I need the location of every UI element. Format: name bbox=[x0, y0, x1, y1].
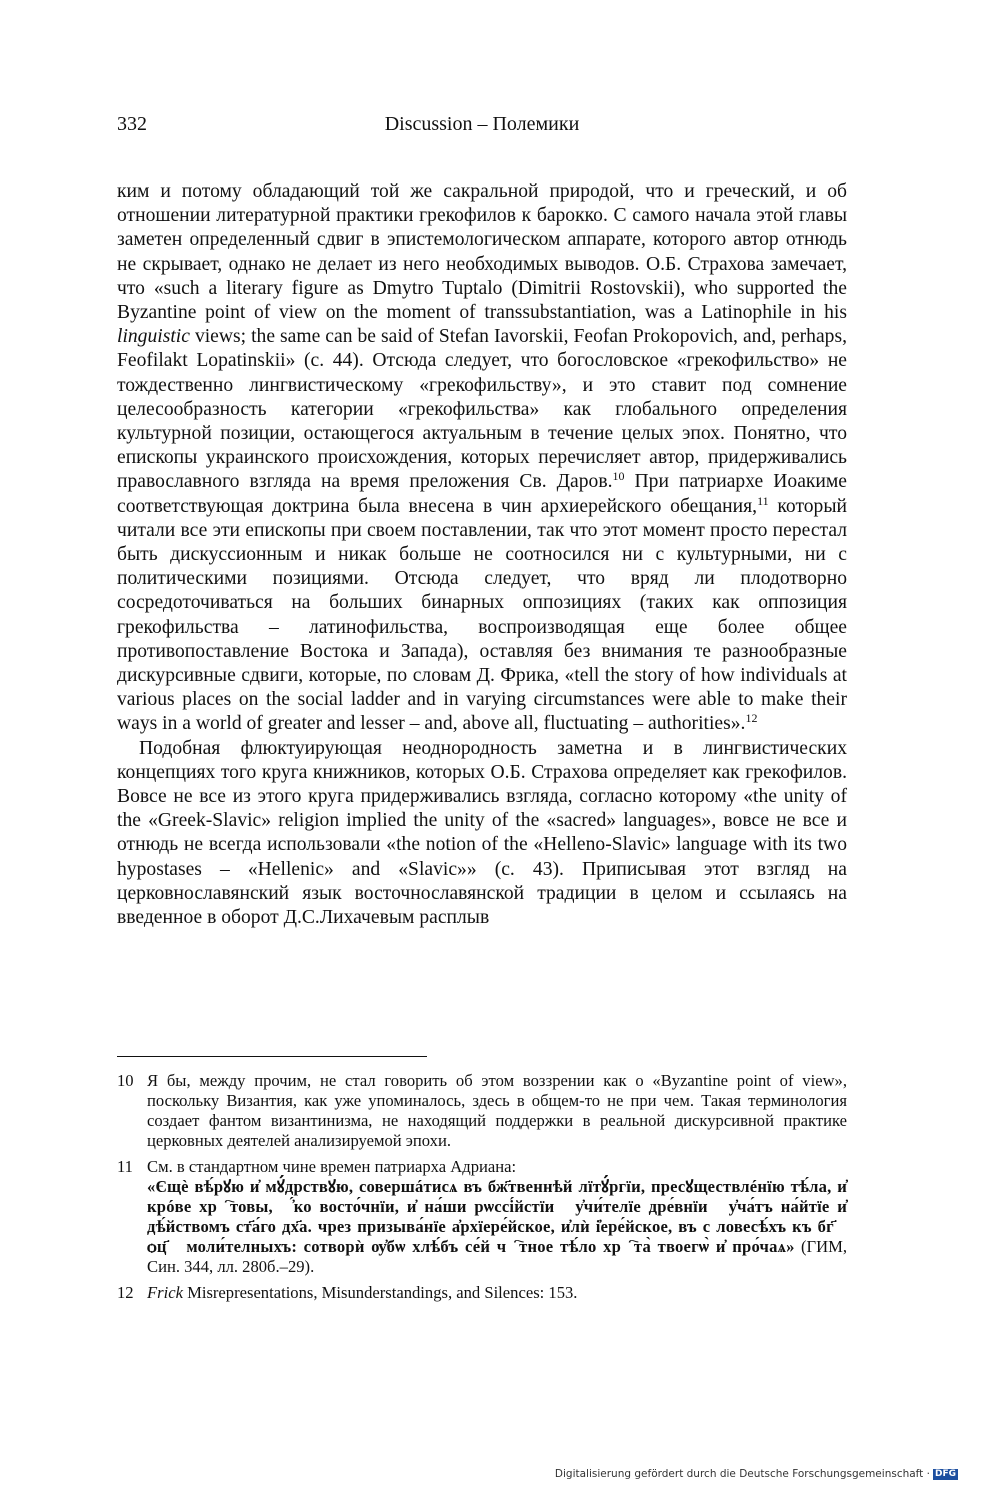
footnote-number: 12 bbox=[117, 1283, 134, 1302]
digitization-notice bbox=[555, 1468, 958, 1480]
footnote-ref-10[interactable]: 10 bbox=[612, 469, 625, 484]
footnotes bbox=[117, 1071, 847, 1309]
footnote-divider bbox=[117, 1056, 427, 1057]
dfg-logo: DFG bbox=[934, 1468, 956, 1479]
emphasis-linguistic: linguistic bbox=[117, 326, 190, 348]
church-slavonic-quote: «Єщѐ вѣ́рꙋю и҆ мꙋ́дрствꙋю, совершáтисѧ въ бж҃твеннѣй лїтꙋ́ргїи, пресꙋществлéнїю тѣ́ла, и҆ крóве хрⷭ҇товы, ꙗ҆́ко восто́чнїи, и҆ на́ши рѡссі́йстїи ᲂу҆чи́телїе дре́внїи ᲂу҆ча́тъ на́йтїе и҆ дѣ́йствомъ ст҃а́го дх҃а. чрез призыва́нїе а҆рхїере́йское, и҆лѝ і҆ере́йское, въ с ловесѣ́хъ къ бг҃ꙋ ѻц҃ꙋ моли́телныхъ: сотворѝ ѹ҆бѡ хлѣ́бъ се́й чⷭ҇тное тѣ́ло хрⷭ҇та̀ твоегѡ̀ и҆ про́чаѧ» bbox=[147, 1177, 847, 1256]
footnote-12 bbox=[117, 1283, 847, 1303]
footnote-author: Frick bbox=[147, 1283, 183, 1302]
footnote-text: См. в стандартном чине времен патриарха Адриана: bbox=[147, 1157, 517, 1176]
footnote-text: Misrepresentations, Misunderstandings, and Silences: 153. bbox=[182, 1283, 578, 1302]
page-header bbox=[117, 113, 847, 143]
footnote-11 bbox=[117, 1157, 847, 1277]
paragraph-1-part-c: При патриархе Иоакиме соответствующая доктрина была внесена в чин архиерейского обещания, bbox=[117, 471, 848, 517]
footnote-ref-12[interactable]: 12 bbox=[745, 711, 758, 726]
footnote-quote bbox=[147, 1177, 847, 1277]
footnote-number: 10 bbox=[117, 1071, 134, 1090]
footnote-ref-11[interactable]: 11 bbox=[757, 493, 769, 508]
paragraph-1-part-a: ким и потому обладающий той же сакральной природой, что и греческий, и об отношении литературной практики грекофилов к барокко. С самого начала этой главы заметен определенный сдвиг в эпистемологическом аппарате, которого автор отнюдь не скрывает, однако не делает из него необходимых выводов. О.Б. Страхова замечает, что «such a literary figure as Dmytro Tuptalo (Dimitrii Rostovskii), who supported the Byzantine point of view on the moment of transsubstantiation, was a Latinophile in his bbox=[117, 181, 847, 324]
footnote-number: 11 bbox=[117, 1157, 133, 1176]
paragraph-2: Подобная флюктуирующая неоднородность заметна и в лингвистических концепциях того круга книжников, которых О.Б. Страхова определяет как грекофилов. Вовсе не все из этого круга придерживались взгляда, согласно которому «the unity of the «Greek-Slavic» religion implied the unity of the «sacred» languages», вовсе не все и отнюдь не всегда использовали «the notion of the «Helleno-Slavic» language with its two hypostases – «Hellenic» and «Slavic»» (c. 43). Приписывая этот взгляд на церковнославянский язык восточнославянской традиции в целом и ссылаясь на введенное в оборот Д.С.Лихачевым расплыв bbox=[117, 737, 847, 929]
main-text bbox=[117, 180, 847, 930]
footnote-text: Я бы, между прочим, не стал говорить об этом воззрении как о «Byzantine point of view», поскольку Византия, как уже упоминалось, здесь в общем-то не при чем. Такая терминология создает фантом византинизма, не находящий поддержки в реальной дискурсивной практике церковных деятелей анализируемой эпохи. bbox=[147, 1071, 847, 1150]
paragraph-1-part-d: который читали все эти епископы при своем поставлении, так что этот момент просто перестал быть дискуссионным и никак больше не соотносился ни с культурными, ни с политическими позициями. Отсюда следует, что вряд ли плодотворно сосредоточиваться на больших бинарных оппозициях (таких как оппозиция грекофильства – латинофильства, воспроизводящая еще более общее противопоставление Востока и Запада), оставляя без внимания те разнообразные дискурсивные сдвиги, которые, по словам Д. Фрика, «tell the story of how individuals at various places on the social ladder and in varying circumstances were able to make their ways in a world of greater and lesser – and, above all, fluctuating – authorities». bbox=[117, 495, 847, 735]
quote-source: (ГИМ, Син. 344, лл. 280б.–29). bbox=[147, 1237, 848, 1276]
paragraph-1-part-b: views; the same can be said of Stefan Iavorskii, Feofan Prokopovich, and, perhaps, Feofilakt Lopatinskii» (c. 44). Отсюда следует, что богословское «грекофильство» не тождественно лингвистическому «грекофильству», и это ставит под сомнение целесообразность категории «грекофильства» как глобального определения культурной позиции, остающегося актуальным в течение целых эпох. Понятно, что епископы украинского происхождения, которых перечисляет автор, придерживались православного взгляда на время преложения Св. Даров. bbox=[117, 326, 847, 493]
running-title: Discussion – Полемики bbox=[384, 113, 580, 135]
digitization-text: Digitalisierung gefördert durch die Deutsche Forschungsgemeinschaft · bbox=[554, 1468, 930, 1480]
paragraph-1 bbox=[117, 180, 847, 737]
page-number: 332 bbox=[117, 113, 147, 135]
footnote-10 bbox=[117, 1071, 847, 1151]
